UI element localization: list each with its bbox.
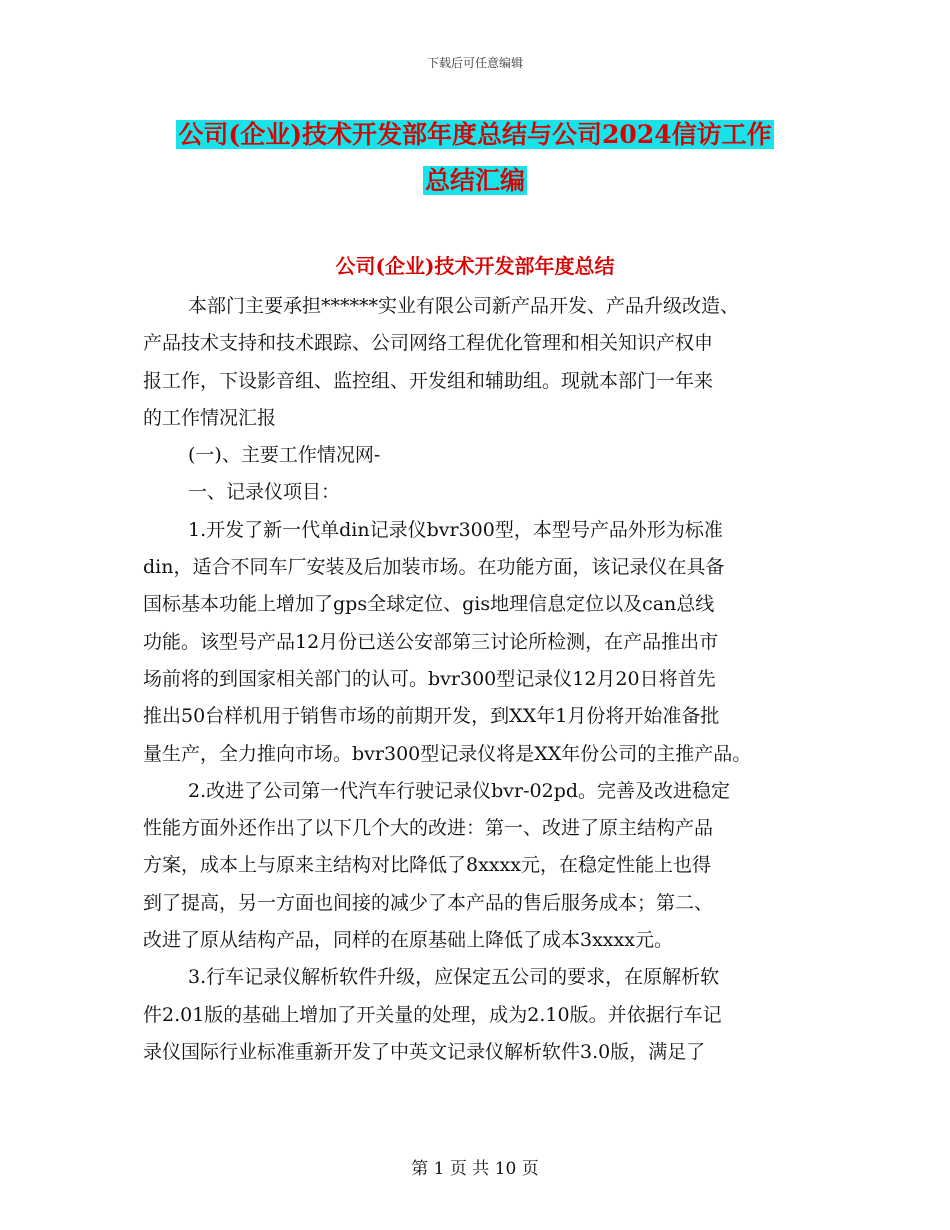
text-line: 2.改进了公司第一代汽车行驶记录仪bvr-02pd。完善及改进稳定	[188, 779, 731, 802]
text-line: 量生产，全力推向市场。bvr300型记录仪将是XX年份公司的主推产品。	[143, 742, 752, 765]
text-line: 产品技术支持和技术跟踪、公司网络工程优化管理和相关知识产权申	[143, 332, 714, 355]
text-line: 件2.01版的基础上增加了开关量的处理，成为2.10版。并依据行车记	[143, 1003, 722, 1026]
header-note: 下载后可任意编辑	[426, 56, 523, 70]
body-text	[143, 288, 815, 1071]
text-line: 录仪国际行业标准重新开发了中英文记录仪解析软件3.0版，满足了	[143, 1040, 706, 1063]
text-line: 的工作情况汇报	[143, 406, 277, 429]
text-line: 3.行车记录仪解析软件升级，应保定五公司的要求，在原解析软	[188, 966, 720, 989]
text-line: 国标基本功能上增加了gps全球定位、gis地理信息定位以及can总线	[143, 593, 715, 616]
title-line-1: 公司(企业)技术开发部年度总结与公司2024信访工作	[178, 120, 772, 149]
text-line: 推出50台样机用于销售市场的前期开发，到XX年1月份将开始准备批	[143, 705, 720, 728]
text-line: (一)、主要工作情况网-	[188, 444, 381, 467]
text-line: 方案，成本上与原来主结构对比降低了8xxxx元，在稳定性能上也得	[143, 854, 711, 877]
title-line-2: 总结汇编	[424, 166, 525, 195]
text-line: 本部门主要承担******实业有限公司新产品开发、产品升级改造、	[188, 295, 740, 317]
text-line: 1.开发了新一代单din记录仪bvr300型，本型号产品外形为标准	[188, 518, 723, 541]
page-footer: 第 1 页 共 10 页	[411, 1159, 539, 1179]
document-title	[140, 112, 810, 204]
text-line: 性能方面外还作出了以下几个大的改进：第一、改进了原主结构产品	[143, 817, 714, 840]
text-line: 功能。该型号产品12月份已送公安部第三讨论所检测，在产品推出市	[143, 630, 719, 653]
text-line: din，适合不同车厂安装及后加装市场。在功能方面，该记录仪在具备	[143, 556, 725, 579]
text-line: 到了提高，另一方面也间接的减少了本产品的售后服务成本；第二、	[143, 891, 714, 914]
text-line: 改进了原从结构产品，同样的在原基础上降低了成本3xxxx元。	[143, 929, 673, 952]
text-line: 一、记录仪项目：	[188, 481, 341, 504]
text-line: 报工作，下设影音组、监控组、开发组和辅助组。现就本部门一年来	[143, 369, 714, 392]
text-line: 场前将的到国家相关部门的认可。bvr300型记录仪12月20日将首先	[143, 667, 716, 690]
section-title: 公司(企业)技术开发部年度总结	[335, 254, 615, 278]
